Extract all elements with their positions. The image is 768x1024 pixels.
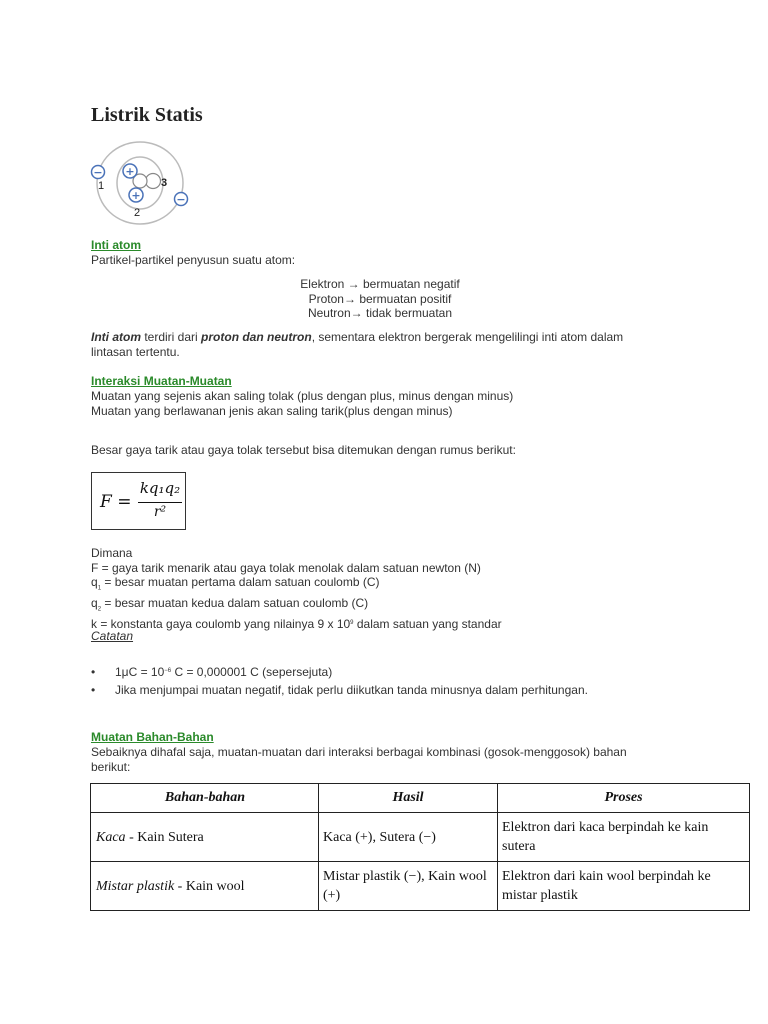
bahan-rest: - Kain wool (174, 878, 245, 894)
q1-symbol: q (91, 575, 98, 589)
q2-symbol: q (91, 595, 98, 610)
muatan-line1: Sebaiknya dihafal saja, muatan-muatan dari interaksi berbagai kombinasi (gosok-menggosok) bahan (91, 745, 627, 759)
particle-proton: Proton→ bermuatan positif (308, 291, 452, 306)
formula-fraction-bar (138, 502, 182, 503)
cell-hasil: Mistar plastik (−), Kain wool (+) (319, 862, 498, 911)
muatan-heading[interactable]: Muatan Bahan-Bahan (91, 730, 214, 744)
proton-plus-top: + (125, 165, 135, 178)
bahan-italic: Mistar plastik (96, 878, 175, 894)
table-header-row (91, 784, 750, 813)
cell-proses: Elektron dari kain wool berpindah ke mistar plastik (498, 862, 750, 911)
bahan-italic: Kaca (96, 829, 126, 845)
b1-post: C = 0,000001 C (sepersejuta) (171, 665, 333, 679)
muatan-line2: berikut: (91, 760, 131, 774)
cell-bahan (91, 862, 319, 911)
neutron-circle (146, 174, 161, 189)
electron-minus-left: − (93, 166, 103, 179)
header-bahan: Bahan-bahan (91, 784, 319, 813)
desc-bold-proton: proton dan neutron (201, 330, 312, 344)
formula-intro: Besar gaya tarik atau gaya tolak tersebut bisa ditemukan dengan rumus berikut: (91, 443, 516, 457)
atom-label-1: 1 (97, 180, 105, 192)
def-q1 (91, 575, 502, 596)
desc-bold-inti: Inti atom (91, 330, 141, 344)
dimana-heading: Dimana (91, 546, 133, 560)
bahan-rest: - Kain Sutera (125, 829, 204, 845)
header-proses: Proses (498, 784, 750, 813)
inti-atom-intro: Partikel-partikel penyusun suatu atom: (91, 253, 296, 267)
header-hasil: Hasil (319, 784, 498, 813)
atom-label-2: 2 (133, 207, 141, 219)
particle-electron: Elektron → bermuatan negatif (300, 277, 460, 291)
def-f: F = gaya tarik menarik atau gaya tolak menolak dalam satuan newton (N) (91, 560, 481, 575)
q2-text: = besar muatan kedua dalam satuan coulomb (C) (101, 595, 369, 610)
interaksi-heading[interactable]: Interaksi Muatan-Muatan (91, 374, 232, 388)
atom-label-3: 3 (160, 177, 168, 189)
k-post: dalam satuan yang standar (353, 616, 502, 631)
cell-hasil: Kaca (+), Sutera (−) (319, 813, 498, 862)
catatan-list (91, 664, 588, 699)
catatan-heading[interactable]: Catatan (91, 629, 134, 643)
interaksi-line1: Muatan yang sejenis akan saling tolak (plus dengan plus, minus dengan minus) (91, 389, 514, 403)
formula-numerator: kq₁q₂ (139, 479, 181, 497)
desc-line2: lintasan tertentu. (91, 344, 180, 359)
dimana-block (91, 546, 502, 631)
inti-atom-heading[interactable]: Inti atom (91, 238, 141, 252)
page-title: Listrik Statis (91, 104, 203, 126)
b1-exponent: −6 (164, 668, 172, 674)
cell-proses: Elektron dari kaca berpindah ke kain sutera (498, 813, 750, 862)
coulomb-formula-box (91, 472, 186, 530)
inti-atom-description (91, 330, 691, 359)
atom-diagram (88, 140, 198, 230)
formula-lhs: F = (100, 492, 132, 512)
k-exponent: 9 (350, 619, 354, 626)
q2-subscript: 2 (97, 606, 102, 613)
b1-pre: 1μC = 10 (115, 665, 165, 679)
list-item: • Jika menjumpai muatan negatif, tidak perlu diikutkan tanda minusnya dalam perhitungan. (91, 682, 588, 700)
bahan-table (90, 783, 750, 911)
list-item (91, 664, 588, 682)
proton-plus-bottom: + (131, 189, 141, 202)
particle-neutron: Neutron→ tidak bermuatan (307, 306, 453, 320)
def-q2 (91, 596, 502, 617)
def-k (91, 617, 502, 632)
interaksi-line2: Muatan yang berlawanan jenis akan saling tarik(plus dengan minus) (91, 404, 453, 418)
formula-denominator: r² (153, 504, 167, 520)
particle-list (200, 277, 560, 321)
cell-bahan (91, 813, 319, 862)
desc-text2: , sementara elektron bergerak mengelilingi inti atom dalam (311, 330, 624, 344)
table-row (91, 813, 750, 862)
k-pre: k = konstanta gaya coulomb yang nilainya 9 x 10 (91, 616, 351, 631)
electron-minus-right: − (176, 193, 186, 206)
q1-text: = besar muatan pertama dalam satuan coulomb (C) (101, 575, 380, 589)
table-row (91, 862, 750, 911)
desc-text1: terdiri dari (141, 330, 202, 344)
q1-subscript: 1 (97, 585, 102, 592)
